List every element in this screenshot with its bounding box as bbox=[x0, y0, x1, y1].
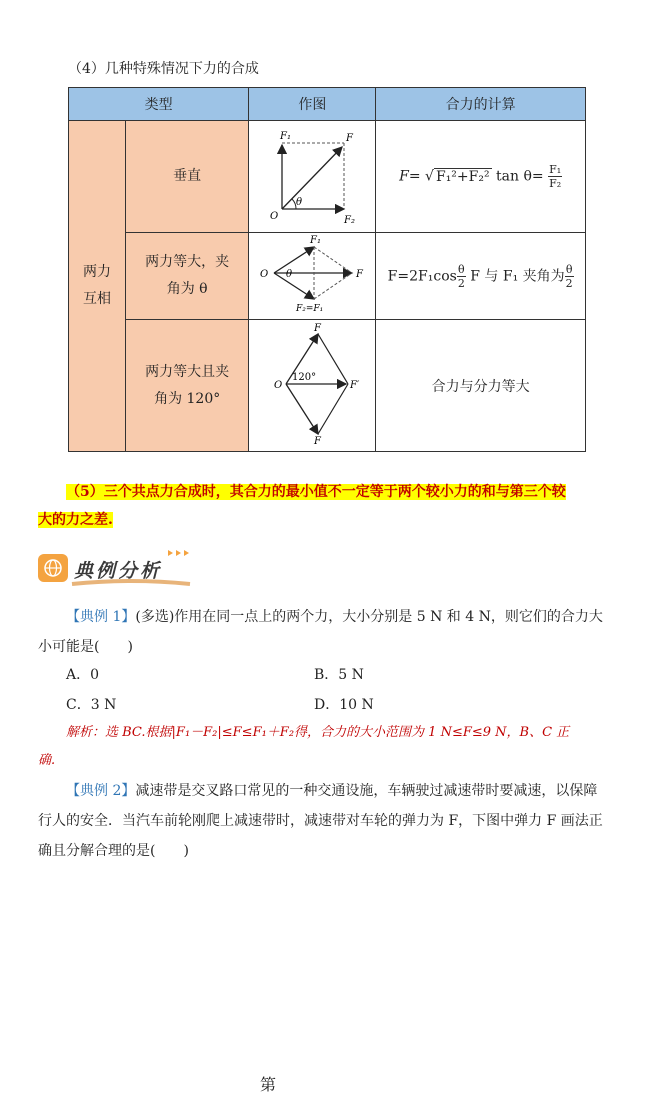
group-label-cell bbox=[69, 121, 126, 452]
label-f: F bbox=[356, 269, 364, 280]
example2-tag: 【典例 2】 bbox=[66, 783, 136, 799]
option-c: C．3 N bbox=[66, 697, 117, 713]
type-120-angle bbox=[126, 320, 249, 452]
calc-120-angle: 合力与分力等大 bbox=[376, 320, 586, 452]
type-perpendicular: 垂直 bbox=[126, 121, 249, 233]
label-f: F bbox=[346, 132, 354, 144]
diagram-equal-angle bbox=[249, 233, 376, 320]
diagram-perpendicular bbox=[249, 121, 376, 233]
group-label-line2: 互相 bbox=[83, 291, 111, 307]
fraction-num: F₁ bbox=[549, 163, 562, 176]
label-angle: 120° bbox=[292, 371, 317, 383]
type-equal-angle bbox=[126, 233, 249, 320]
rhombus-top bbox=[318, 334, 348, 384]
label-f-bottom: F bbox=[314, 435, 322, 446]
calc-fraction bbox=[457, 263, 466, 290]
header-diagram: 作图 bbox=[249, 88, 376, 121]
label-o: O bbox=[274, 379, 283, 391]
calc-equal-angle bbox=[376, 233, 586, 320]
fraction-den: 2 bbox=[565, 276, 573, 290]
label-f1: F₁ bbox=[310, 235, 322, 246]
f2-arrow bbox=[274, 273, 314, 299]
example2-text3: 确且分解合理的是( ) bbox=[38, 843, 189, 859]
diagram-120-angle bbox=[249, 320, 376, 452]
example2-text2: 行人的安全．当汽车前轮刚爬上减速带时，减速带对车轮的弹力为 F，下图中弹力 F 画法正 bbox=[38, 813, 603, 829]
header-type: 类型 bbox=[69, 88, 249, 121]
header-calc: 合力的计算 bbox=[376, 88, 586, 121]
type-line2: 角为 120° bbox=[154, 390, 221, 407]
rhombus-bottom bbox=[318, 384, 348, 434]
example1-solution bbox=[66, 718, 622, 748]
label-theta: θ bbox=[296, 196, 303, 208]
angle-120-diagram bbox=[252, 322, 372, 446]
example1-text1: (多选)作用在同一点上的两个力，大小分别是 5 N 和 4 N，则它们的合力大 bbox=[135, 609, 603, 625]
calc-part1: F=2F₁cos bbox=[387, 268, 457, 284]
table-row bbox=[69, 121, 586, 233]
example2 bbox=[38, 776, 622, 866]
dashed-top bbox=[314, 247, 352, 273]
highlight-line1: （5）三个共点力合成时，其合力的最小值不一定等于两个较小力的和与第三个较 bbox=[66, 484, 566, 500]
table-row bbox=[69, 233, 586, 320]
label-o: O bbox=[270, 210, 279, 222]
calc-prefix: F= bbox=[399, 168, 421, 185]
label-f2-eq: F₂=F₁ bbox=[296, 304, 324, 314]
label-f1: F₁ bbox=[280, 130, 292, 142]
force-composition-table bbox=[68, 87, 586, 452]
calc-tan: tan θ= bbox=[496, 168, 544, 185]
calc-perpendicular: F= √ F₁²+F₂² tan θ= $\frac{\text{F₁}}{\text{F₂}}$ bbox=[376, 121, 586, 233]
dashed-bottom bbox=[314, 273, 352, 299]
fraction-num: θ bbox=[565, 262, 573, 276]
f1-arrow bbox=[274, 247, 314, 273]
section-heading: （4）几种特殊情况下力的合成 bbox=[68, 61, 259, 77]
option-a: A．0 bbox=[66, 667, 100, 683]
equal-angle-diagram bbox=[252, 233, 372, 315]
calc-part2: F 与 F₁ 夹角为 bbox=[470, 268, 565, 284]
example1-tag: 【典例 1】 bbox=[66, 609, 136, 625]
option-d: D．10 N bbox=[314, 697, 374, 713]
group-label-line1: 两力 bbox=[83, 264, 111, 281]
highlight-note bbox=[38, 478, 622, 534]
label-f2: F₂ bbox=[344, 214, 356, 225]
calc-fraction bbox=[548, 163, 562, 190]
example1 bbox=[38, 602, 622, 662]
f-bottom-arrow bbox=[286, 384, 318, 434]
table-row bbox=[69, 320, 586, 452]
example2-text1: 减速带是交叉路口常见的一种交通设施，车辆驶过减速带时要减速，以保障 bbox=[135, 783, 598, 799]
triangle-decor-icon bbox=[168, 550, 189, 556]
calc-sqrt: F₁²+F₂² bbox=[435, 168, 490, 185]
type-line1: 两力等大，夹 bbox=[145, 254, 230, 271]
perpendicular-diagram bbox=[252, 125, 372, 225]
page-footer: 第 bbox=[260, 1075, 277, 1094]
resultant-arrow bbox=[282, 147, 342, 209]
banner-title: 典例分析 bbox=[74, 560, 163, 582]
fraction-den: F₂ bbox=[549, 177, 562, 190]
label-f-prime: F′ bbox=[350, 379, 360, 391]
label-theta: θ bbox=[286, 269, 293, 280]
fraction-num: θ bbox=[458, 262, 465, 276]
highlight-line2: 大的力之差. bbox=[38, 512, 113, 528]
table-header-row bbox=[69, 88, 586, 121]
option-b: B．5 N bbox=[314, 667, 364, 683]
label-o: O bbox=[260, 269, 269, 280]
calc-fraction-2 bbox=[565, 263, 574, 290]
example1-text2: 小可能是( ) bbox=[38, 639, 133, 655]
solution-line1: 解析：选 BC.根据|F₁－F₂|≤F≤F₁＋F₂得，合力的大小范围为 1 N≤F≤9 N，B、C 正 bbox=[66, 725, 570, 740]
label-f-top: F bbox=[314, 322, 322, 334]
type-line2: 角为 θ bbox=[166, 281, 208, 297]
type-line1: 两力等大且夹 bbox=[145, 363, 230, 380]
fraction-den: 2 bbox=[457, 276, 465, 290]
solution-line2: 确. bbox=[38, 753, 56, 768]
